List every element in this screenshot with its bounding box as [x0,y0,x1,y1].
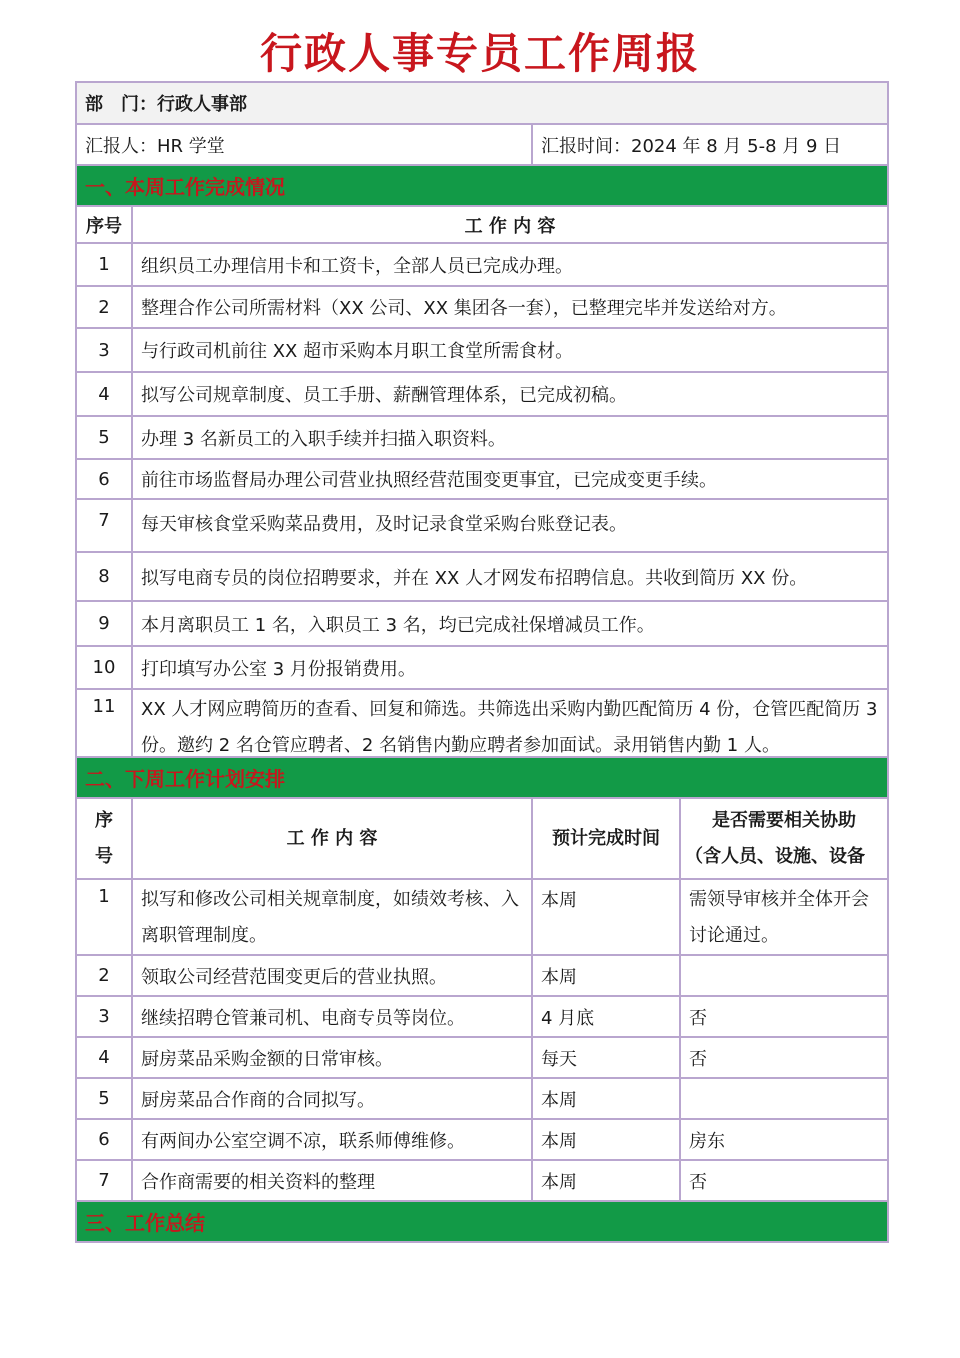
row-time: 本周 [532,955,680,996]
row-content: 合作商需要的相关资料的整理 [132,1160,532,1201]
row-no: 7 [76,499,132,552]
row-no: 4 [76,1037,132,1078]
report-table [75,81,889,1243]
table-row [76,879,888,955]
row-no: 10 [76,646,132,689]
row-content: 与行政司机前往 XX 超市采购本月职工食堂所需食材。 [132,328,888,372]
row-help: 否 [680,1037,888,1078]
row-no: 2 [76,286,132,328]
table-row [76,689,888,757]
col-time-header: 预计完成时间 [532,798,680,879]
row-no: 7 [76,1160,132,1201]
table-row [76,286,888,328]
report-time-cell: 汇报时间：2024 年 8 月 5-8 月 9 日 [532,124,888,165]
table-row [76,601,888,646]
row-time: 本周 [532,1160,680,1201]
table-row [76,1078,888,1119]
row-time: 本周 [532,879,680,955]
row-time: 本周 [532,1119,680,1160]
row-content: 厨房菜品采购金额的日常审核。 [132,1037,532,1078]
section2-heading-row [76,757,888,798]
row-no: 3 [76,996,132,1037]
table-row [76,996,888,1037]
table-row [76,416,888,459]
col-content-header: 工 作 内 容 [132,206,888,243]
table-row [76,499,888,552]
table-row [76,243,888,286]
col-no-header: 序号 [76,206,132,243]
page-title: 行政人事专员工作周报 [259,29,700,78]
row-time: 4 月底 [532,996,680,1037]
row-no: 5 [76,1078,132,1119]
section3-heading: 三、工作总结 [76,1201,888,1242]
row-help: 需领导审核并全体开会讨论通过。 [680,879,888,955]
section2-heading: 二、下周工作计划安排 [76,757,888,798]
row-content: 办理 3 名新员工的入职手续并扫描入职资料。 [132,416,888,459]
row-content: 拟写电商专员的岗位招聘要求，并在 XX 人才网发布招聘信息。共收到简历 XX 份。 [132,552,888,601]
table-row [76,646,888,689]
table-row [76,1119,888,1160]
table-row [76,328,888,372]
row-content: 领取公司经营范围变更后的营业执照。 [132,955,532,996]
row-no: 8 [76,552,132,601]
table-row [76,372,888,416]
row-content: 继续招聘仓管兼司机、电商专员等岗位。 [132,996,532,1037]
section1-heading-row [76,165,888,206]
col-no-header [76,798,132,879]
row-content: 拟写和修改公司相关规章制度，如绩效考核、入离职管理制度。 [132,879,532,955]
row-help [680,955,888,996]
meta-row [76,124,888,165]
row-content [132,689,888,757]
row-no: 5 [76,416,132,459]
col-no-header-line1: 序 [95,809,113,831]
row-help: 否 [680,1160,888,1201]
col-help-header-line2: （含人员、设施、设备 [685,845,865,867]
table-row [76,1160,888,1201]
department-cell: 部 门：行政人事部 [76,82,888,124]
row-content-text: XX 人才网应聘简历的查看、回复和筛选。共筛选出采购内勤匹配简历 4 份，仓管匹配简历 3 份。邀约 2 名仓管应聘者、2 名销售内勤应聘者参加面试。录用销售内勤 1 人。 [141,699,878,756]
section1-heading: 一、本周工作完成情况 [76,165,888,206]
table-row [76,459,888,499]
row-content: 拟写公司规章制度、员工手册、薪酬管理体系，已完成初稿。 [132,372,888,416]
row-content: 厨房菜品合作商的合同拟写。 [132,1078,532,1119]
col-help-header-line1: 是否需要相关协助 [712,809,856,831]
col-help-header [680,798,888,879]
row-no: 6 [76,459,132,499]
row-content: 本月离职员工 1 名，入职员工 3 名，均已完成社保增减员工作。 [132,601,888,646]
row-content: 组织员工办理信用卡和工资卡，全部人员已完成办理。 [132,243,888,286]
row-no: 2 [76,955,132,996]
section1-header-row [76,206,888,243]
row-content: 有两间办公室空调不凉，联系师傅维修。 [132,1119,532,1160]
row-no: 4 [76,372,132,416]
table-row [76,955,888,996]
row-no: 6 [76,1119,132,1160]
row-no: 11 [76,689,132,757]
row-time: 每天 [532,1037,680,1078]
section3-heading-row [76,1201,888,1242]
row-help [680,1078,888,1119]
row-no: 1 [76,879,132,955]
report-sheet [75,81,887,1243]
table-row [76,1037,888,1078]
row-no: 3 [76,328,132,372]
row-help: 房东 [680,1119,888,1160]
department-row [76,82,888,124]
row-help: 否 [680,996,888,1037]
row-content: 整理合作公司所需材料（XX 公司、XX 集团各一套），已整理完毕并发送给对方。 [132,286,888,328]
col-content-header: 工 作 内 容 [132,798,532,879]
section2-header-row [76,798,888,879]
row-no: 1 [76,243,132,286]
row-time: 本周 [532,1078,680,1119]
col-no-header-line2: 号 [95,845,113,867]
table-row [76,552,888,601]
row-no: 9 [76,601,132,646]
row-content: 打印填写办公室 3 月份报销费用。 [132,646,888,689]
reporter-cell: 汇报人：HR 学堂 [76,124,532,165]
row-content: 前往市场监督局办理公司营业执照经营范围变更事宜，已完成变更手续。 [132,459,888,499]
row-content: 每天审核食堂采购菜品费用，及时记录食堂采购台账登记表。 [132,499,888,552]
